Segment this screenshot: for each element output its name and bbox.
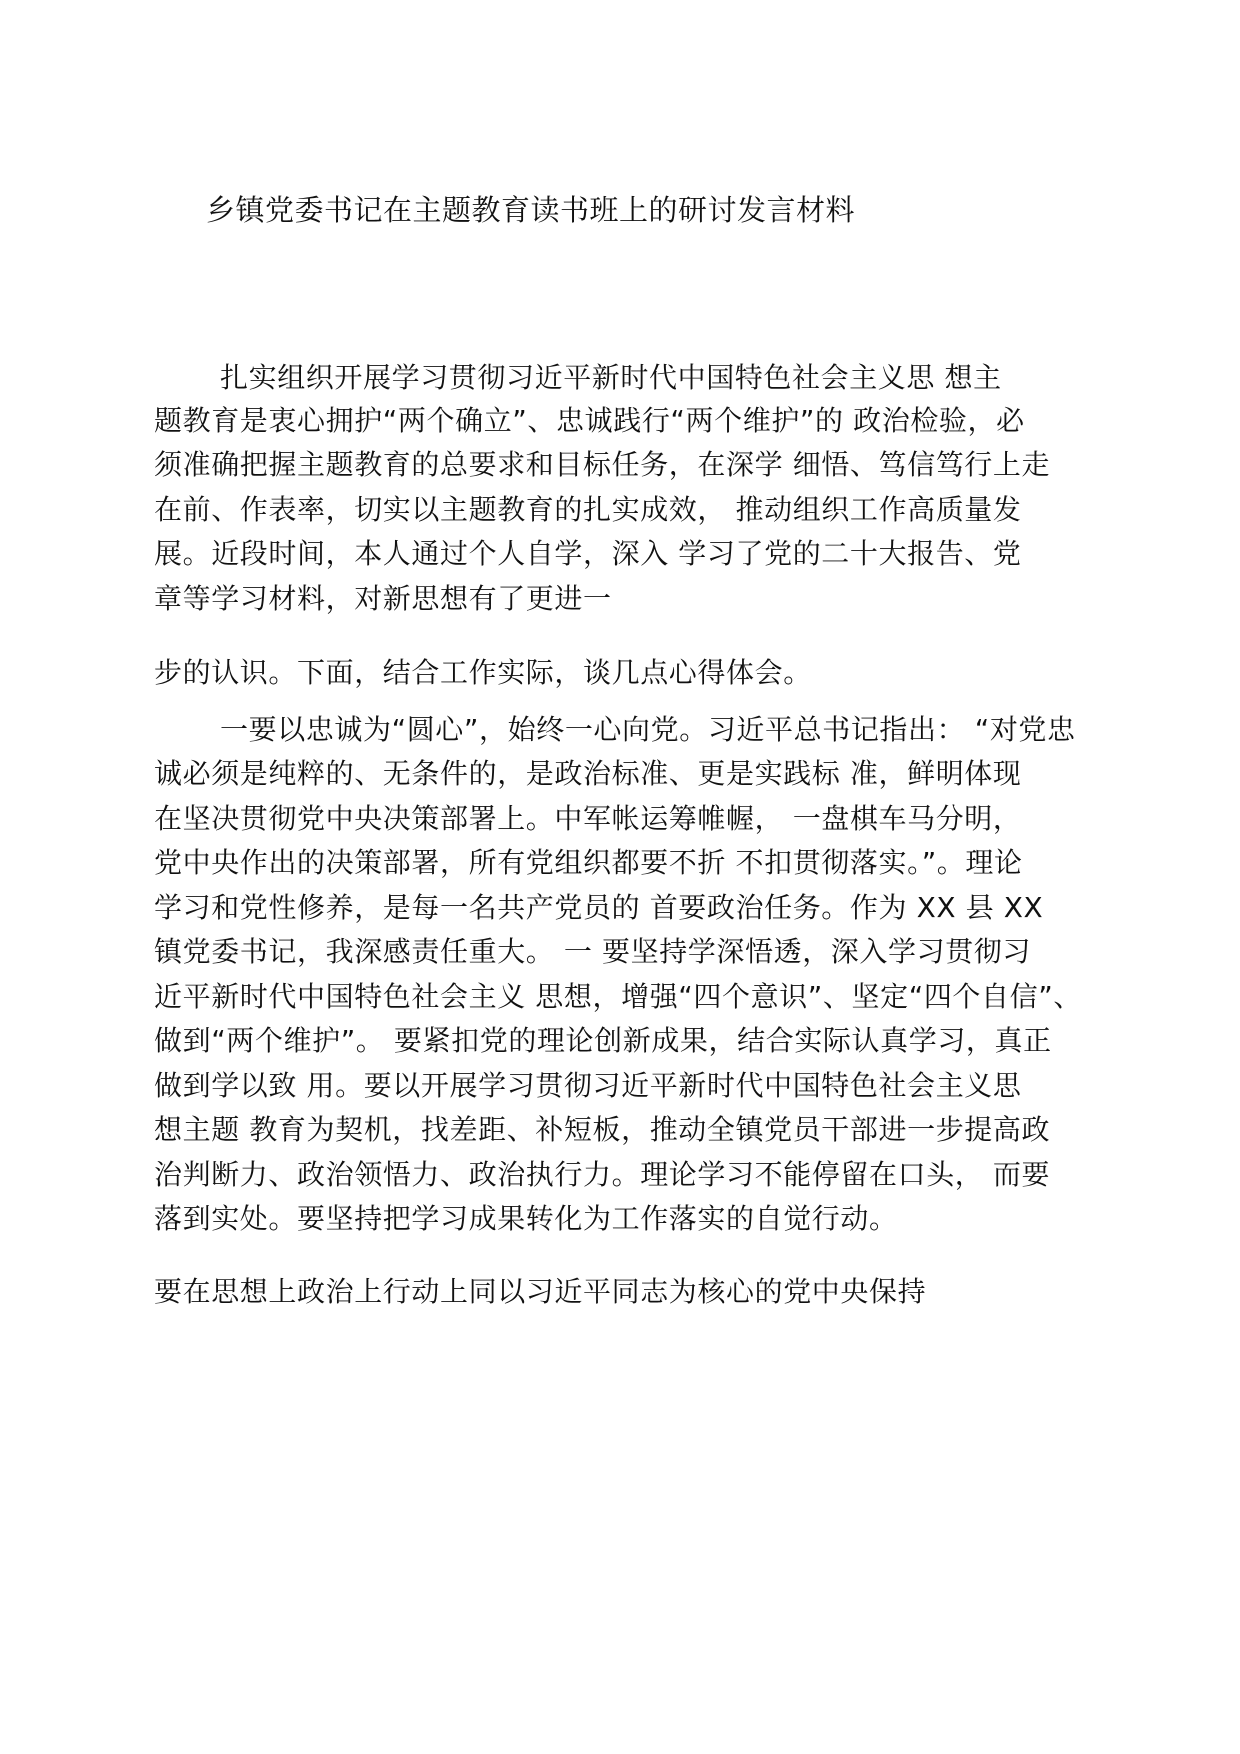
paragraph-line: 步的认识。下面，结合工作实际，谈几点心得体会。 <box>154 656 812 689</box>
paragraph-line: 在前、作表率，切实以主题教育的扎实成效， 推动组织工作高质量发 <box>154 493 1022 526</box>
paragraph-line: 党中央作出的决策部署，所有党组织都要不折 不扣贯彻落实。”。理论 <box>154 846 1023 879</box>
paragraph-line: 落到实处。要坚持把学习成果转化为工作落实的自觉行动。 <box>154 1202 898 1235</box>
paragraph-line: 近平新时代中国特色社会主义 思想，增强“四个意识”、坚定“四个自信”、 <box>154 980 1082 1013</box>
paragraph-line: 学习和党性修养，是每一名共产党员的 首要政治任务。作为 XX 县 XX <box>154 891 1044 924</box>
paragraph-line: 扎实组织开展学习贯彻习近平新时代中国特色社会主义思 想主 <box>220 361 1002 394</box>
document-title: 乡镇党委书记在主题教育读书班上的研讨发言材料 <box>206 193 856 227</box>
paragraph-line: 治判断力、政治领悟力、政治执行力。理论学习不能停留在口头， 而要 <box>154 1158 1051 1191</box>
paragraph-line: 诚必须是纯粹的、无条件的，是政治标准、更是实践标 准，鲜明体现 <box>154 757 1022 790</box>
paragraph-line: 一要以忠诚为“圆心”，始终一心向党。习近平总书记指出： “对党忠 <box>220 713 1076 746</box>
paragraph-line: 做到学以致 用。要以开展学习贯彻习近平新时代中国特色社会主义思 <box>154 1069 1022 1102</box>
paragraph-line: 在坚决贯彻党中央决策部署上。中军帐运筹帷幄， 一盘棋车马分明， <box>154 802 1022 835</box>
paragraph-line: 展。近段时间，本人通过个人自学，深入 学习了党的二十大报告、党 <box>154 537 1022 570</box>
paragraph-line: 题教育是衷心拥护“两个确立”、忠诚践行“两个维护”的 政治检验，必 <box>154 404 1025 437</box>
paragraph-line: 须准确把握主题教育的总要求和目标任务，在深学 细悟、笃信笃行上走 <box>154 448 1051 481</box>
paragraph-line: 想主题 教育为契机，找差距、补短板，推动全镇党员干部进一步提高政 <box>154 1113 1051 1146</box>
paragraph-line: 做到“两个维护”。 要紧扣党的理论创新成果，结合实际认真学习，真正 <box>154 1024 1052 1057</box>
paragraph-line: 镇党委书记，我深感责任重大。 一 要坚持学深悟透，深入学习贯彻习 <box>154 935 1032 968</box>
paragraph-line: 章等学习材料，对新思想有了更进一 <box>154 582 612 615</box>
paragraph-line: 要在思想上政治上行动上同以习近平同志为核心的党中央保持 <box>154 1275 927 1308</box>
